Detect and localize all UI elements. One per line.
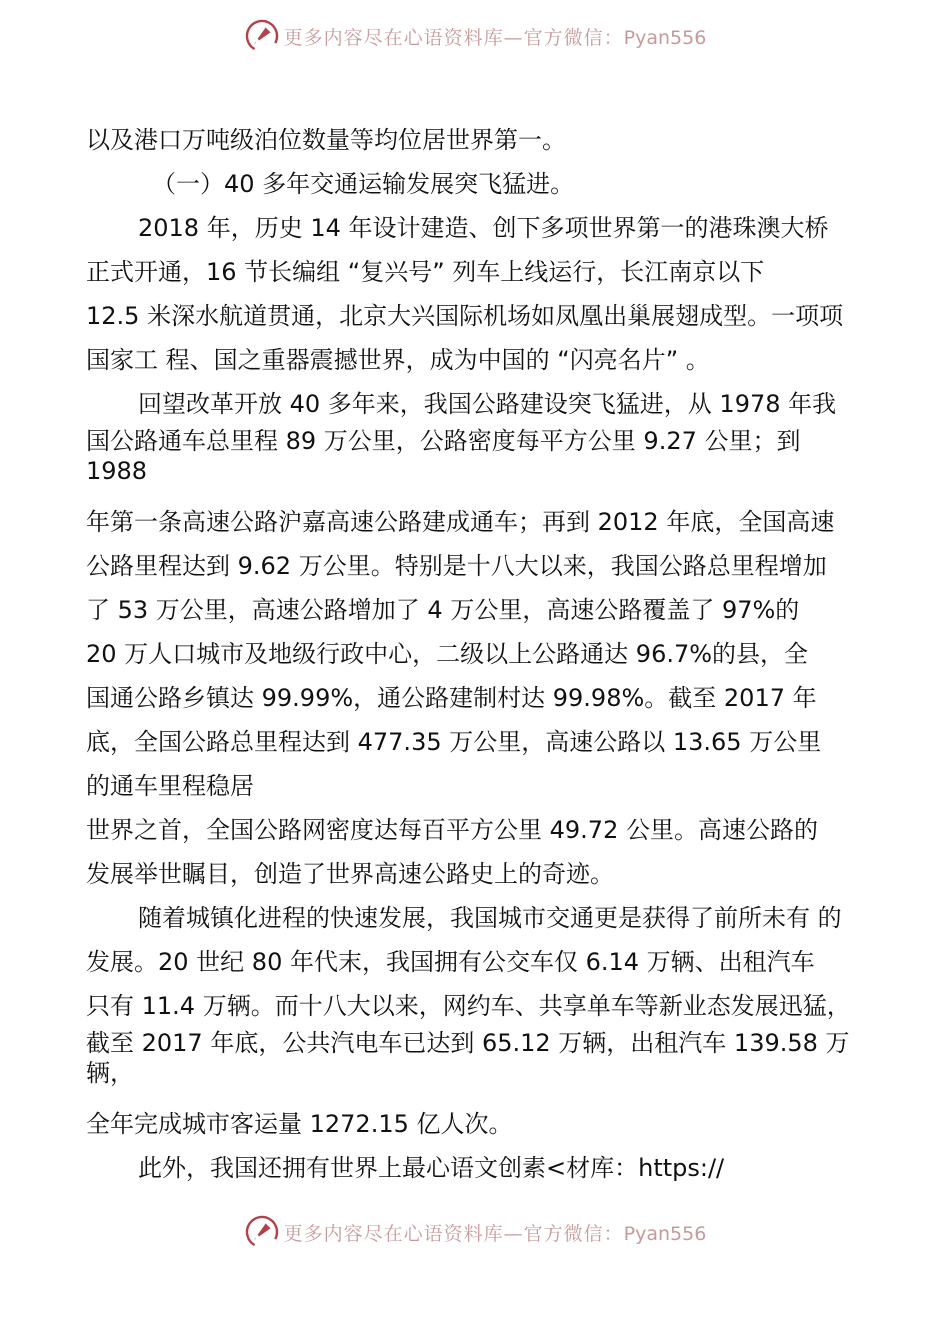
text-line-13: 20 万人口城市及地级行政中心，二级以上公路通达 96.7%的县，全 [86,640,809,668]
text-line-17: 世界之首，全国公路网密度达每百平方公里 49.72 公里。高速公路的 [86,816,818,844]
text-line-4: 正式开通，16 节长编组 “复兴号” 列车上线运行，长江南京以下 [86,258,765,286]
footer-wechat-id: Pyan556 [623,1222,707,1245]
section-heading: （一）40 多年交通运输发展突飞猛进。 [152,170,575,198]
text-line-12: 了 53 万公里，高速公路增加了 4 万公里，高速公路覆盖了 97%的 [86,596,800,624]
header-watermark-text [284,23,707,50]
text-line-5: 12.5 米深水航道贯通，北京大兴国际机场如凤凰出巢展翅成型。一项项 [86,302,844,330]
document-body [86,118,886,1190]
text-line-8: 国公路通车总里程 89 万公里，公路密度每平方公里 9.27 公里；到 [86,427,801,455]
footer-watermark [0,1212,950,1252]
text-line-9: 1988 [86,457,148,485]
header-wechat-id: Pyan556 [623,26,707,49]
text-line-22: 截至 2017 年底，公共汽电车已达到 65.12 万辆，出租汽车 139.58 万 [86,1029,850,1057]
footer-watermark-text [284,1219,707,1246]
header-text: 更多内容尽在心语资料库—官方微信： [283,26,624,49]
text-line-7: 回望改革开放 40 多年来，我国公路建设突飞猛进，从 1978 年我 [138,390,837,418]
text-line-19: 随着城镇化进程的快速发展，我国城市交通更是获得了前所未有 的 [138,904,842,932]
text-line-3: 2018 年，历史 14 年设计建造、创下多项世界第一的港珠澳大桥 [138,214,829,242]
text-line-25: 此外，我国还拥有世界上最心语文创素<材库：https:// [138,1154,725,1182]
text-line-15: 底，全国公路总里程达到 477.35 万公里，高速公路以 13.65 万公里 [86,728,822,756]
text-line-10: 年第一条高速公路沪嘉高速公路建成通车；再到 2012 年底，全国高速 [86,508,835,536]
text-line-1: 以及港口万吨级泊位数量等均位居世界第一。 [86,126,566,154]
text-line-24: 全年完成城市客运量 1272.15 亿人次。 [86,1110,513,1138]
header-watermark-inner [244,18,707,54]
text-line-23: 辆， [86,1059,134,1087]
text-line-11: 公路里程达到 9.62 万公里。特别是十八大以来，我国公路总里程增加 [86,552,827,580]
text-line-16: 的通车里程稳居 [86,772,254,800]
footer-text: 更多内容尽在心语资料库—官方微信： [283,1222,624,1245]
header-watermark [0,16,950,56]
pen-nib-logo-icon [244,18,280,54]
text-line-21: 只有 11.4 万辆。而十八大以来，网约车、共享单车等新业态发展迅猛， [86,992,851,1020]
text-line-18: 发展举世瞩目，创造了世界高速公路史上的奇迹。 [86,860,614,888]
text-line-6: 国家工 程、国之重器震撼世界，成为中国的 “闪亮名片” 。 [86,346,710,374]
pen-nib-logo-icon [244,1214,280,1250]
text-line-20: 发展。20 世纪 80 年代末，我国拥有公交车仅 6.14 万辆、出租汽车 [86,948,815,976]
text-line-14: 国通公路乡镇达 99.99%，通公路建制村达 99.98%。截至 2017 年 [86,684,817,712]
footer-watermark-inner [244,1214,707,1250]
